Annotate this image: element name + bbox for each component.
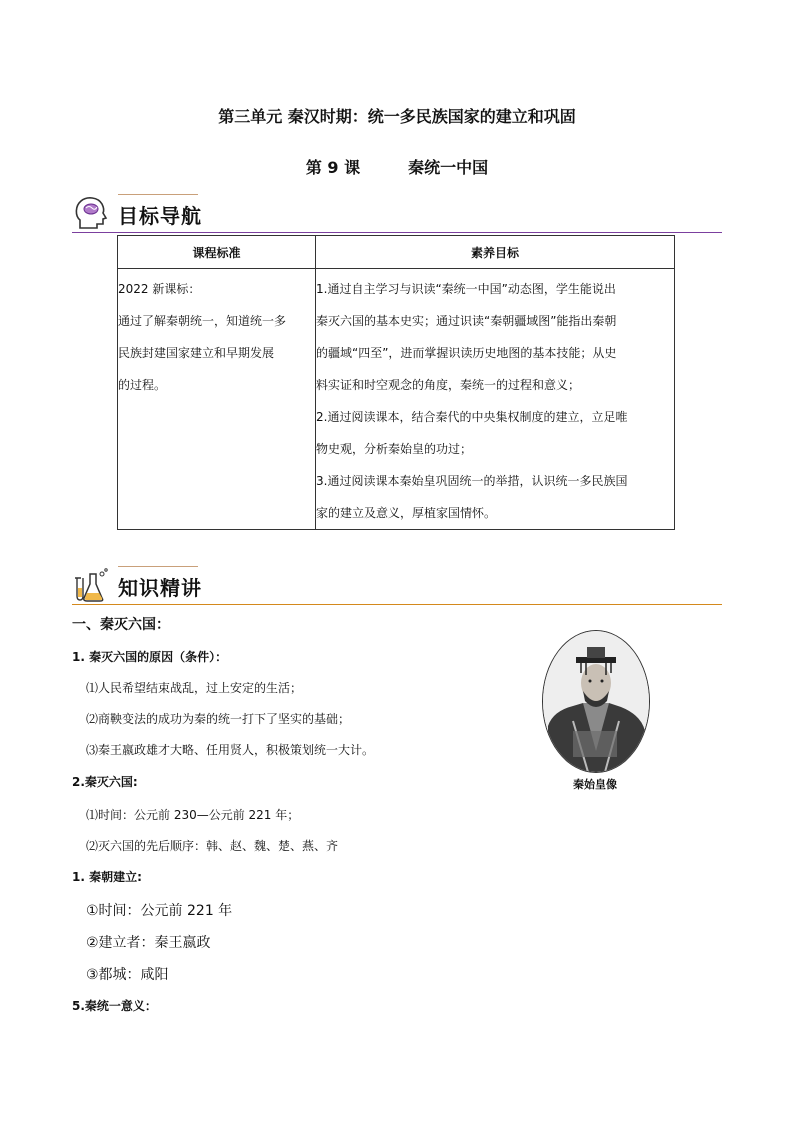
emperor-figure-icon xyxy=(543,631,649,772)
section-goals-divider xyxy=(72,232,722,233)
goal-line: 料实证和时空观念的角度，秦统一的过程和意义； xyxy=(316,378,581,392)
portrait-caption: 秦始皇像 xyxy=(573,778,617,791)
section-knowledge-accent xyxy=(118,566,198,567)
table-header-row xyxy=(118,236,675,269)
founding-item: ③都城：咸阳 xyxy=(86,967,169,983)
standard-line: 2022 新课标： xyxy=(118,282,201,296)
goal-line: 的疆域“四至”，进而掌握识读历史地图的基本技能；从史 xyxy=(316,346,617,360)
reason-heading: 1. 秦灭六国的原因（条件）： xyxy=(72,650,228,664)
reason-item: ⑶秦王嬴政雄才大略、任用贤人，积极策划统一大计。 xyxy=(86,743,375,757)
section-goals-accent xyxy=(118,194,198,195)
reason-item: ⑵商鞅变法的成功为秦的统一打下了坚实的基础； xyxy=(86,712,351,726)
goal-line: 2.通过阅读课本，结合秦代的中央集权制度的建立，立足唯 xyxy=(316,410,628,424)
section-knowledge-title: 知识精讲 xyxy=(118,576,202,600)
section-knowledge-header xyxy=(72,566,722,610)
standard-line: 民族封建国家建立和早期发展 xyxy=(118,346,275,360)
goal-line: 物史观，分析秦始皇的功过； xyxy=(316,442,473,456)
significance-heading: 5.秦统一意义： xyxy=(72,999,157,1013)
section-goals-title: 目标导航 xyxy=(118,204,202,228)
goals-table xyxy=(117,235,675,530)
lesson-title xyxy=(0,155,794,178)
founding-item: ①时间：公元前 221 年 xyxy=(86,903,233,919)
lesson-name: 秦统一中国 xyxy=(408,158,489,177)
goal-line: 3.通过阅读课本秦始皇巩固统一的举措，认识统一多民族国 xyxy=(316,474,628,488)
goal-line: 1.通过自主学习与识读“秦统一中国”动态图，学生能说出 xyxy=(316,282,616,296)
founding-item: ②建立者：秦王嬴政 xyxy=(86,935,211,951)
table-row xyxy=(118,269,675,530)
col-standard-header: 课程标准 xyxy=(118,236,316,269)
conquest-item: ⑴时间：公元前 230—公元前 221 年； xyxy=(86,808,300,822)
brain-head-icon xyxy=(72,194,110,232)
goal-line: 家的建立及意义，厚植家国情怀。 xyxy=(316,506,497,520)
goal-line: 秦灭六国的基本史实；通过识读“秦朝疆域图”能指出秦朝 xyxy=(316,314,617,328)
section-knowledge-divider xyxy=(72,604,722,605)
flask-icon xyxy=(72,566,110,604)
unit-title: 第三单元 秦汉时期：统一多民族国家的建立和巩固 xyxy=(218,107,576,126)
lesson-number: 第 9 课 xyxy=(305,158,361,177)
col-goal-header: 素养目标 xyxy=(316,236,675,269)
founding-heading: 1. 秦朝建立: xyxy=(72,870,142,884)
conquest-item: ⑵灭六国的先后顺序：韩、赵、魏、楚、燕、齐 xyxy=(86,839,339,853)
part-heading: 一、秦灭六国： xyxy=(72,617,170,633)
reason-item: ⑴人民希望结束战乱，过上安定的生活； xyxy=(86,681,303,695)
standard-cell xyxy=(118,269,316,530)
standard-line: 通过了解秦朝统一，知道统一多 xyxy=(118,314,287,328)
goal-cell xyxy=(316,269,675,530)
section-goals-header xyxy=(72,194,722,238)
qin-shihuang-portrait xyxy=(542,630,650,773)
conquest-heading: 2.秦灭六国: xyxy=(72,775,138,789)
standard-line: 的过程。 xyxy=(118,378,167,392)
